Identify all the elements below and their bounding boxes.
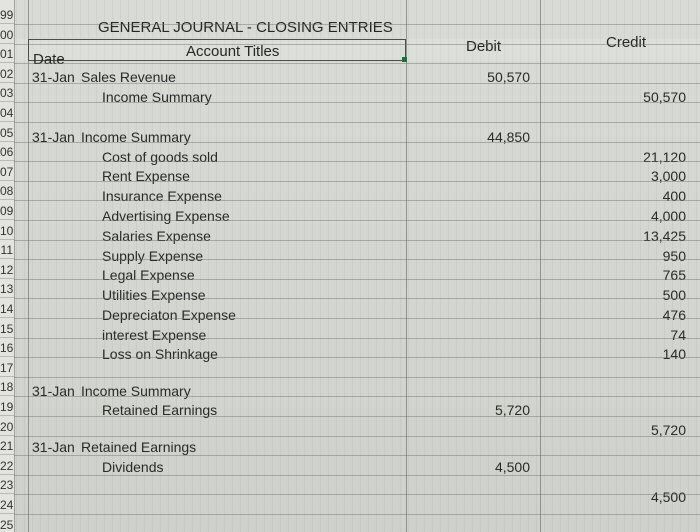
row-gridline [14,475,700,476]
row-number[interactable]: 21 [0,439,14,454]
row-number[interactable]: 04 [0,106,14,120]
column-divider [28,0,29,532]
credit-amount-cell[interactable]: 50,570 [643,89,686,105]
account-title-cell[interactable]: Salaries Expense [102,228,211,244]
credit-amount-cell[interactable]: 950 [662,248,686,264]
entry-date-cell[interactable]: 31-Jan [32,383,75,399]
header-credit[interactable]: Credit [606,34,647,51]
credit-amount-cell[interactable]: 21,120 [643,149,686,165]
row-number[interactable]: 05 [0,125,14,140]
credit-amount-cell[interactable]: 4,000 [650,208,686,224]
header-date[interactable]: Date [33,51,65,68]
row-gridline [14,240,700,241]
row-number[interactable]: 22 [0,458,14,473]
row-gridline [14,102,700,103]
row-gridline [14,24,700,25]
row-gridline [14,338,700,339]
account-title-cell[interactable]: Retained Earnings [81,439,197,455]
row-number[interactable]: 19 [0,400,14,414]
row-number[interactable]: 07 [0,164,14,179]
row-number[interactable]: 16 [0,341,14,356]
row-number[interactable]: 01 [0,47,14,62]
row-number[interactable]: 10 [0,223,14,238]
column-divider [540,0,541,532]
row-number[interactable]: 14 [0,302,14,316]
debit-amount-cell[interactable]: 5,720 [494,402,530,418]
row-gridline [14,514,700,515]
row-number[interactable]: 12 [0,262,14,277]
sheet-title[interactable]: GENERAL JOURNAL - CLOSING ENTRIES [98,19,393,36]
credit-amount-cell[interactable]: 400 [662,188,686,204]
account-title-cell[interactable]: Sales Revenue [81,69,176,85]
row-number[interactable]: 17 [0,360,14,375]
account-title-cell[interactable]: Income Summary [102,89,212,105]
debit-amount-cell[interactable]: 4,500 [494,459,530,475]
credit-amount-cell[interactable]: 13,425 [643,228,686,244]
row-gridline [14,436,700,437]
row-number[interactable]: 09 [0,204,14,218]
account-title-cell[interactable]: Cost of goods sold [102,149,218,165]
account-title-cell[interactable]: Dividends [102,459,164,475]
row-gridline [14,200,700,201]
row-number[interactable]: 18 [0,380,14,395]
column-divider [406,0,407,532]
row-gridline [14,63,700,64]
row-gridline [14,357,700,358]
account-title-cell[interactable]: Retained Earnings [102,402,218,418]
account-title-cell[interactable]: Loss on Shrinkage [102,346,218,362]
credit-amount-cell[interactable]: 4,500 [650,489,686,505]
account-title-cell[interactable]: Insurance Expense [102,188,222,204]
account-title-cell[interactable]: Income Summary [81,383,191,399]
row-number[interactable]: 00 [0,27,14,42]
debit-amount-cell[interactable]: 44,850 [487,129,530,145]
entry-date-cell[interactable]: 31-Jan [32,439,75,455]
row-gridline [14,259,700,260]
fill-handle[interactable] [402,57,407,62]
row-gridline [14,455,700,456]
row-number[interactable]: 24 [0,498,14,512]
row-gridline [14,122,700,123]
account-title-cell[interactable]: Legal Expense [102,267,195,283]
debit-amount-cell[interactable]: 50,570 [487,69,530,85]
account-title-cell[interactable]: Advertising Expense [102,208,230,224]
row-gridline [14,220,700,221]
row-gridline [14,298,700,299]
row-number[interactable]: 99 [0,8,14,22]
credit-amount-cell[interactable]: 5,720 [650,422,686,438]
credit-amount-cell[interactable]: 765 [662,267,686,283]
entry-date-cell[interactable]: 31-Jan [32,69,75,85]
row-number[interactable]: 08 [0,184,14,199]
row-number[interactable]: 15 [0,321,14,336]
row-number-column [0,0,15,532]
credit-amount-cell[interactable]: 500 [662,287,686,303]
account-title-cell[interactable]: Depreciaton Expense [102,307,236,323]
row-gridline [14,396,700,397]
account-title-cell[interactable]: Supply Expense [102,248,204,264]
credit-amount-cell[interactable]: 476 [662,307,686,323]
row-gridline [14,377,700,378]
row-gridline [14,44,700,45]
row-number[interactable]: 25 [0,517,14,532]
row-gridline [14,181,700,182]
header-debit[interactable]: Debit [466,38,502,55]
row-gridline [14,161,700,162]
row-number[interactable]: 13 [0,282,14,297]
row-number[interactable]: 11 [0,243,13,258]
credit-amount-cell[interactable]: 140 [662,346,686,362]
row-number[interactable]: 02 [0,66,14,81]
credit-amount-cell[interactable]: 3,000 [650,168,686,184]
account-title-cell[interactable]: interest Expense [102,327,207,343]
row-number[interactable]: 23 [0,478,14,493]
row-gridline [14,142,700,143]
row-gridline [14,318,700,319]
account-title-cell[interactable]: Income Summary [81,129,191,145]
row-number[interactable]: 20 [0,419,14,434]
row-gridline [14,494,700,495]
row-number[interactable]: 06 [0,145,14,160]
entry-date-cell[interactable]: 31-Jan [32,129,75,145]
row-gridline [14,416,700,417]
account-title-cell[interactable]: Rent Expense [102,168,190,184]
credit-amount-cell[interactable]: 74 [670,327,686,343]
row-gridline [14,279,700,280]
header-account-titles[interactable]: Account Titles [186,43,280,60]
row-number[interactable]: 03 [0,86,14,101]
row-gridline [14,83,700,84]
account-title-cell[interactable]: Utilities Expense [102,287,206,303]
